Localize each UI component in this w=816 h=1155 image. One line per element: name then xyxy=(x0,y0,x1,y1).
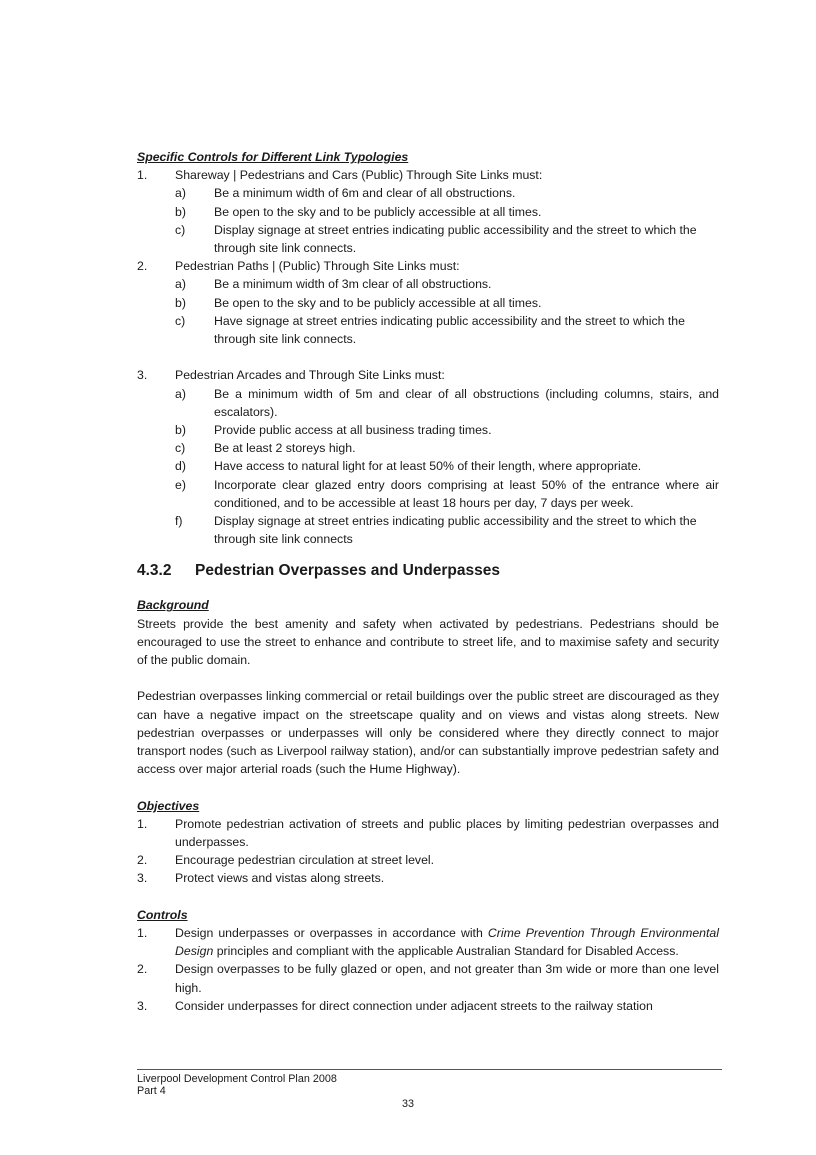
list-item xyxy=(137,997,719,1015)
section-title xyxy=(137,561,719,581)
sub-letter: a) xyxy=(175,277,186,292)
sub-letter: c) xyxy=(175,441,186,456)
sub-item xyxy=(137,294,719,312)
sub-text: Be open to the sky and to be publicly accessible at all times. xyxy=(214,295,542,310)
list-item xyxy=(137,960,719,996)
sub-letter: a) xyxy=(175,386,186,401)
sub-item xyxy=(137,203,719,221)
list-text: Promote pedestrian activation of streets and public places by limiting pedestrian overpasses and underpasses. xyxy=(175,816,719,850)
objectives-heading: Objectives xyxy=(137,798,200,813)
sub-text: Be open to the sky and to be publicly accessible at all times. xyxy=(214,204,542,219)
sub-letter: b) xyxy=(175,204,186,219)
sub-text: Be a minimum width of 5m and clear of all obstructions (including columns, stairs, and escalators). xyxy=(214,386,719,419)
list-item xyxy=(137,257,719,275)
control-text-part: Design underpasses or overpasses in accordance with xyxy=(175,926,488,941)
list-item xyxy=(137,851,719,869)
list-number: 1. xyxy=(137,926,148,941)
sub-text: Incorporate clear glazed entry doors comprising at least 50% of the entrance where air conditioned, and to be accessible at least 18 hours per day, 7 days per week. xyxy=(214,477,719,510)
sub-text: Have access to natural light for at least 50% of their length, where appropriate. xyxy=(214,459,642,474)
sub-item xyxy=(137,457,719,475)
list-item xyxy=(137,366,719,384)
sub-letter: c) xyxy=(175,313,186,328)
list-number: 2. xyxy=(137,853,148,868)
sub-text: Be a minimum width of 3m clear of all obstructions. xyxy=(214,277,492,292)
sub-item xyxy=(137,184,719,202)
spacer xyxy=(137,778,719,796)
sub-letter: c) xyxy=(175,222,186,237)
sub-item xyxy=(137,512,719,548)
list-text: Design overpasses to be fully glazed or open, and not greater than 3m wide or more than one level high. xyxy=(175,962,719,995)
background-paragraph-2: Pedestrian overpasses linking commercial or retail buildings over the public street are discouraged as they can have a negative impact on the streetscape quality and on views and vistas along streets. New pedestrian overpasses or underpasses will only be considered where they directly connect to major transport nodes (such as Liverpool railway station), and/or can substantially improve pedestrian safety and access over major arterial roads (such the Hume Highway). xyxy=(137,689,719,777)
list-number: 3. xyxy=(137,871,148,886)
page-content xyxy=(137,148,719,1015)
page-number: 33 xyxy=(401,1098,414,1110)
background-paragraph-1: Streets provide the best amenity and safety when activated by pedestrians. Pedestrians should be encouraged to use the street to enhance and contribute to street life, and to maximise safety and security of the public domain. xyxy=(137,616,719,668)
list-text: Pedestrian Arcades and Through Site Links must: xyxy=(175,368,445,383)
background-heading: Background xyxy=(137,598,209,613)
list-item xyxy=(137,815,719,851)
sub-text: Be a minimum width of 6m and clear of all obstructions. xyxy=(214,186,516,201)
list-text: Protect views and vistas along streets. xyxy=(175,871,385,886)
list-item xyxy=(137,924,719,960)
list-number: 3. xyxy=(137,368,148,383)
list-text: Encourage pedestrian circulation at street level. xyxy=(175,853,435,868)
sub-letter: e) xyxy=(175,477,186,492)
control-text-part: principles and compliant with the applicable Australian Standard for Disabled Access. xyxy=(213,944,679,959)
spacer xyxy=(137,348,719,366)
list-number: 1. xyxy=(137,816,148,831)
sub-text: Display signage at street entries indicating public accessibility and the street to which the through site link connects xyxy=(214,514,697,547)
spacer xyxy=(137,669,719,687)
sub-letter: b) xyxy=(175,295,186,310)
sub-letter: a) xyxy=(175,186,186,201)
list-number: 3. xyxy=(137,998,148,1013)
list-text: Consider underpasses for direct connection under adjacent streets to the railway station xyxy=(175,998,653,1013)
sub-item xyxy=(137,385,719,421)
sub-item xyxy=(137,275,719,293)
sub-item xyxy=(137,312,719,348)
spacer xyxy=(137,888,719,906)
sub-text: Provide public access at all business trading times. xyxy=(214,423,492,438)
sub-letter: d) xyxy=(175,459,186,474)
cpted-title: Crime Prevention Through Environmental Design xyxy=(175,926,720,959)
list-item xyxy=(137,166,719,184)
list-number: 2. xyxy=(137,962,148,977)
list-text: Pedestrian Paths | (Public) Through Site Links must: xyxy=(175,259,460,274)
list-number: 1. xyxy=(137,168,148,183)
list-item xyxy=(137,869,719,887)
page-footer xyxy=(137,1069,722,1097)
sub-item xyxy=(137,421,719,439)
sub-item xyxy=(137,476,719,512)
sub-text: Have signage at street entries indicating public accessibility and the street to which the through site link connects. xyxy=(214,313,685,347)
list-number: 2. xyxy=(137,259,148,274)
sub-text: Display signage at street entries indicating public accessibility and the street to which the through site link connects. xyxy=(214,222,697,256)
sub-letter: b) xyxy=(175,423,186,438)
footer-document-title: Liverpool Development Control Plan 2008 xyxy=(137,1073,337,1085)
footer-part: Part 4 xyxy=(137,1085,166,1097)
controls-heading: Controls xyxy=(137,907,188,922)
sub-item xyxy=(137,221,719,257)
section-title-text: Pedestrian Overpasses and Underpasses xyxy=(195,562,500,580)
sub-text: Be at least 2 storeys high. xyxy=(214,441,356,456)
section-number: 4.3.2 xyxy=(137,562,172,580)
sub-item xyxy=(137,439,719,457)
list-text xyxy=(175,924,719,960)
sub-letter: f) xyxy=(175,514,183,529)
section-heading-link-typologies: Specific Controls for Different Link Typologies xyxy=(137,150,409,164)
list-text: Shareway | Pedestrians and Cars (Public) Through Site Links must: xyxy=(175,168,543,183)
